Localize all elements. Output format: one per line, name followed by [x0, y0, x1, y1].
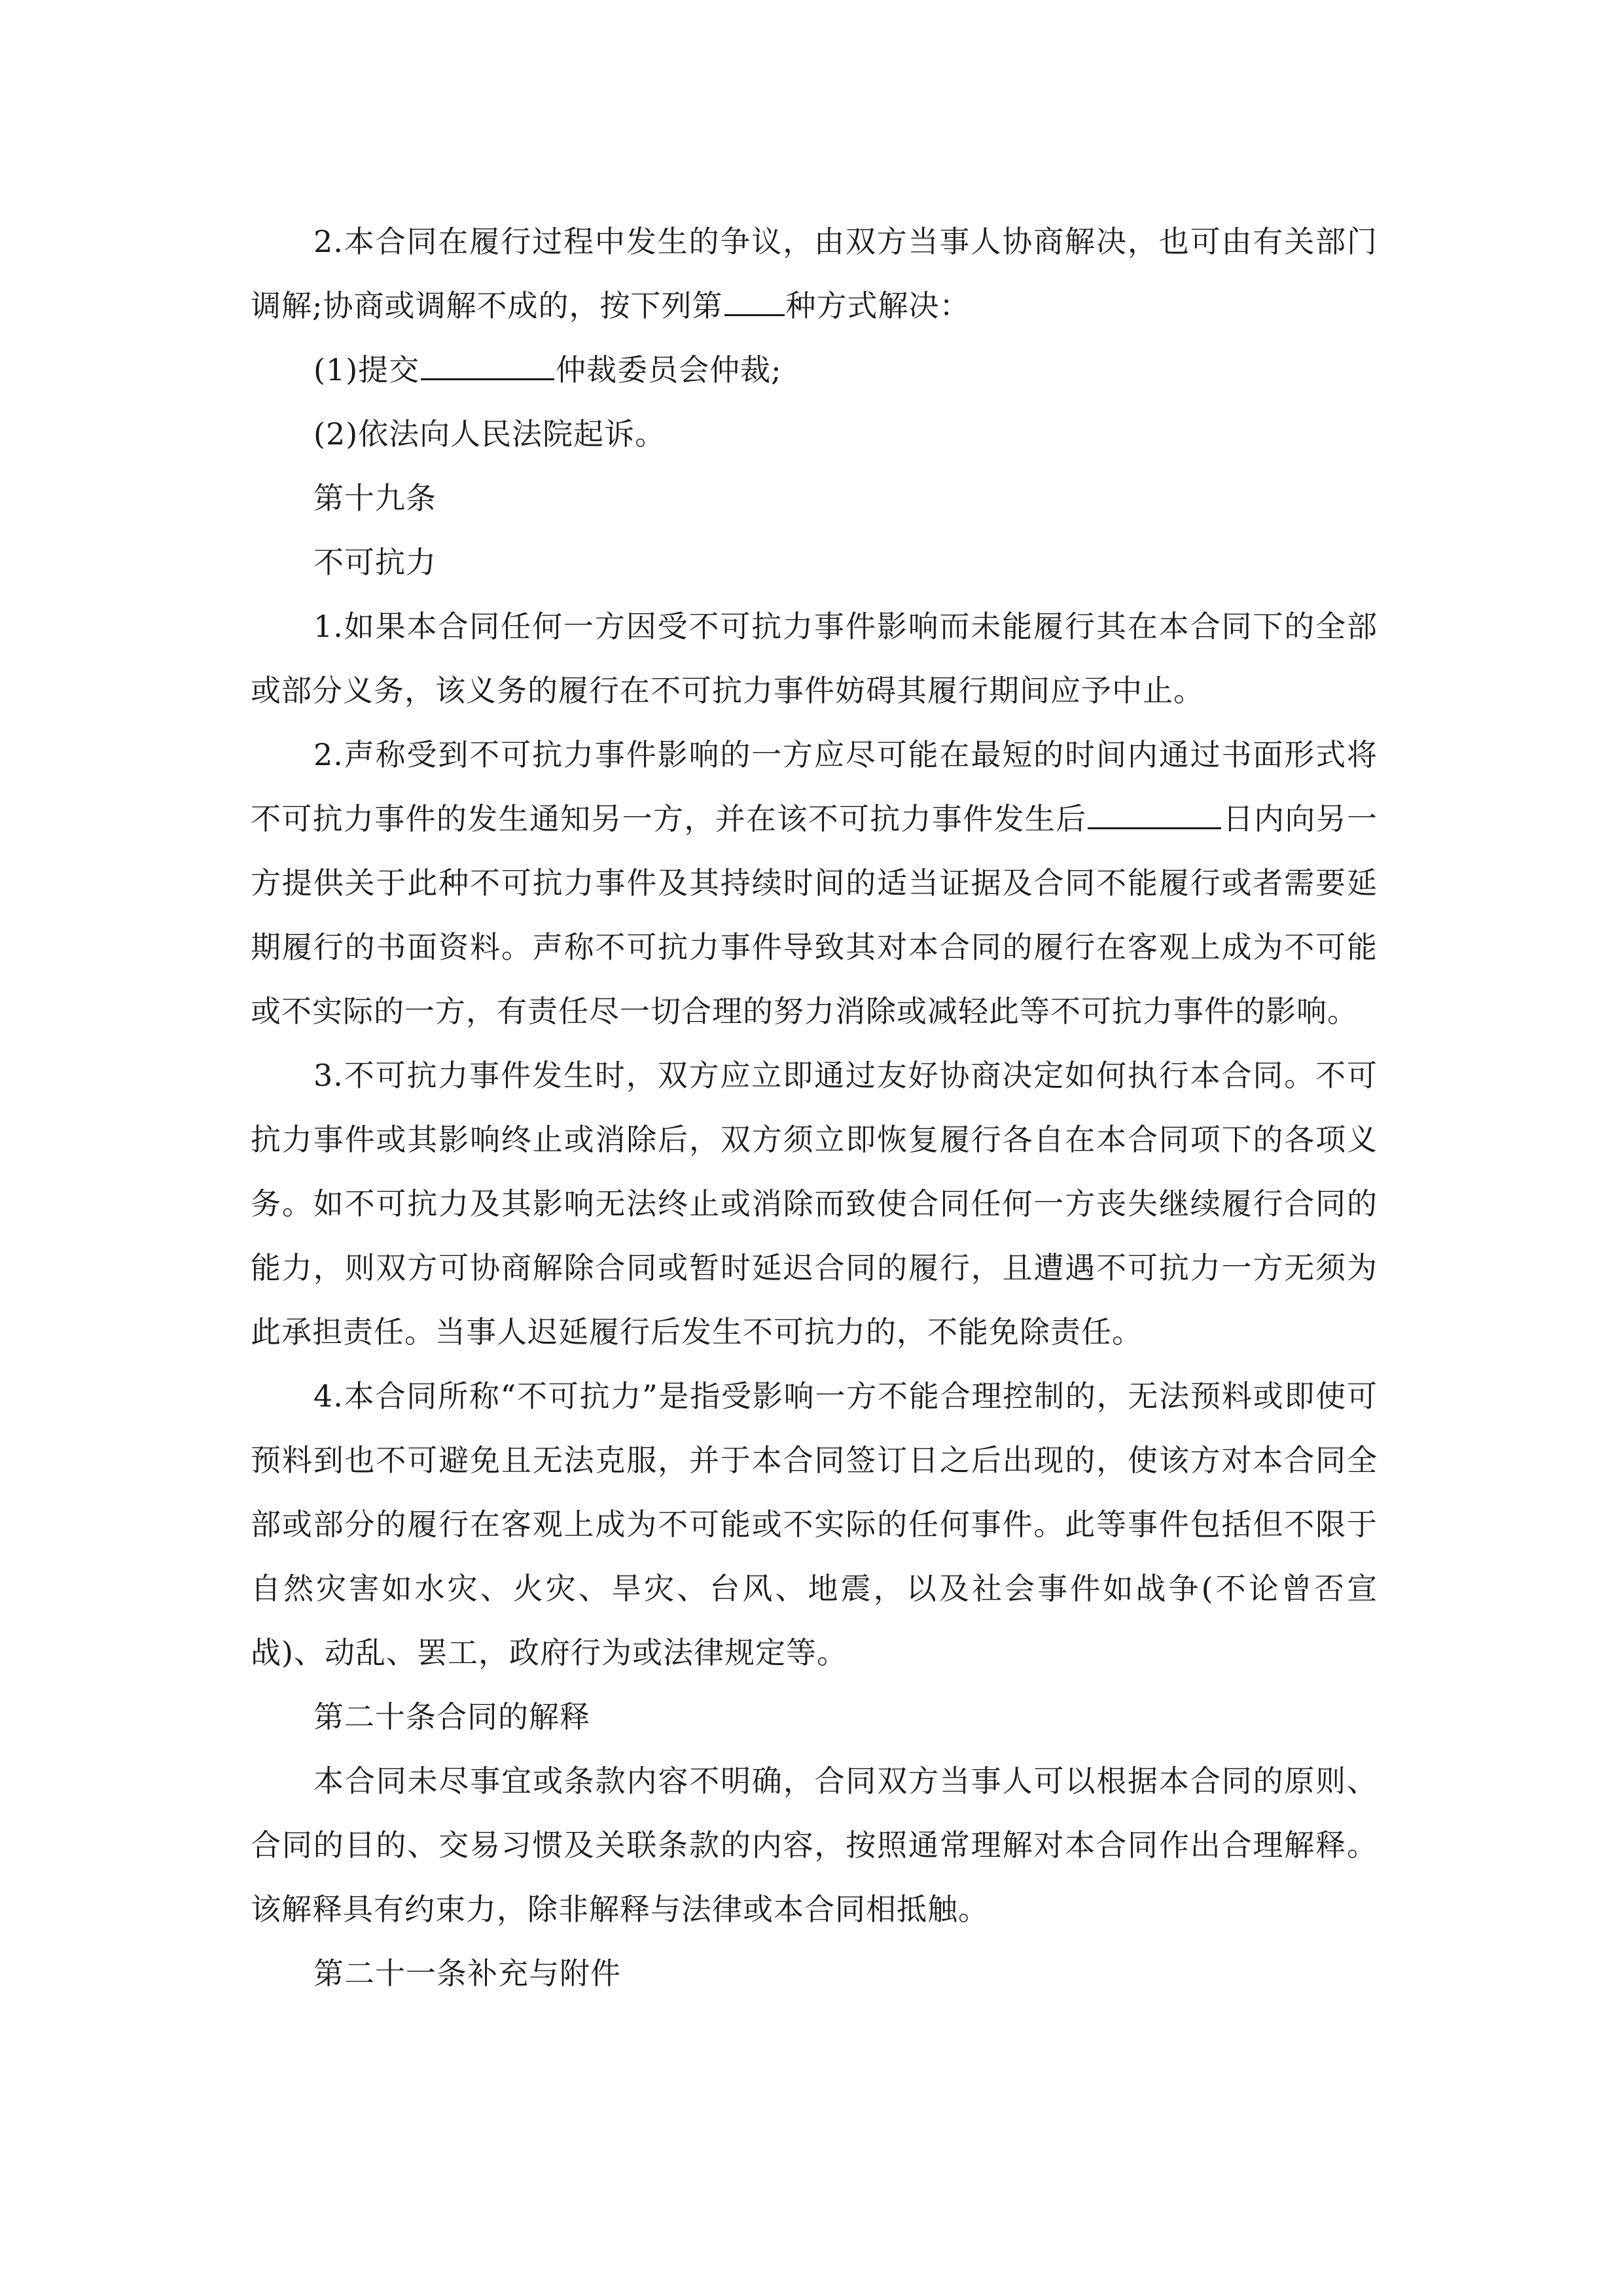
article-heading-20: [251, 1685, 1378, 1749]
heading-text: 第十九条: [313, 480, 437, 516]
paragraph-interpretation: [251, 1749, 1378, 1941]
paragraph-text: 3.不可抗力事件发生时，双方应立即通过友好协商决定如何执行本合同。不可抗力事件或其影响终止或消除后，双方须立即恢复履行各自在本合同项下的各项义务。如不可抗力及其影响无法终止或消除而致使合同任何一方丧失继续履行合同的能力，则双方可协商解除合同或暂时延迟合同的履行，且遭遇不可抗力一方无须为此承担责任。当事人迟延履行后发生不可抗力的，不能免除责任。: [251, 1058, 1378, 1350]
paragraph-text: 仲裁委员会仲裁;: [556, 352, 782, 387]
article-heading-19: [251, 466, 1378, 530]
paragraph-text: 4.本合同所称“不可抗力”是指受影响一方不能合理控制的，无法预料或即使可预料到也不可避免且无法克服，并于本合同签订日之后出现的，使该方对本合同全部或部分的履行在客观上成为不可能或不实际的任何事件。此等事件包括但不限于自然灾害如水灾、火灾、旱灾、台风、地震，以及社会事件如战争(不论曾否宣战)、动乱、罢工，政府行为或法律规定等。: [251, 1378, 1378, 1670]
fill-blank: [1088, 801, 1221, 829]
paragraph-force-majeure-4: [251, 1364, 1378, 1685]
paragraph-dispute-resolution: [251, 209, 1378, 338]
paragraph-litigation-option: [251, 402, 1378, 466]
heading-text: 第二十一条补充与附件: [313, 1956, 621, 1991]
paragraph-force-majeure-1: [251, 594, 1378, 723]
paragraph-force-majeure-3: [251, 1043, 1378, 1364]
paragraph-text: 本合同未尽事宜或条款内容不明确，合同双方当事人可以根据本合同的原则、合同的目的、交易习惯及关联条款的内容，按照通常理解对本合同作出合理解释。该解释具有约束力，除非解释与法律或本合同相抵触。: [251, 1763, 1378, 1927]
fill-blank: [421, 352, 554, 380]
paragraph-text: 日内向另一方提供关于此种不可抗力事件及其持续时间的适当证据及合同不能履行或者需要延期履行的书面资料。声称不可抗力事件导致其对本合同的履行在客观上成为不可能或不实际的一方，有责任尽一切合理的努力消除或减轻此等不可抗力事件的影响。: [251, 801, 1378, 1029]
paragraph-text: 种方式解决：: [785, 288, 971, 323]
fill-blank: [724, 288, 785, 316]
paragraph-force-majeure-2: [251, 723, 1378, 1043]
paragraph-text: (1)提交: [313, 352, 420, 387]
article-title-force-majeure: [251, 530, 1378, 594]
heading-text: 第二十条合同的解释: [313, 1699, 590, 1734]
paragraph-arbitration-option: [251, 338, 1378, 402]
article-heading-21: [251, 1941, 1378, 2005]
paragraph-text: 2.本合同在履行过程中发生的争议，由双方当事人协商解决，也可由有关部门调解;协商或调解不成的，按下列第: [251, 224, 1378, 323]
heading-text: 不可抗力: [313, 545, 437, 580]
paragraph-text: 2.声称受到不可抗力事件影响的一方应尽可能在最短的时间内通过书面形式将不可抗力事件的发生通知另一方，并在该不可抗力事件发生后: [251, 737, 1378, 836]
document-page: [251, 209, 1378, 2005]
paragraph-text: (2)依法向人民法院起诉。: [313, 416, 666, 452]
paragraph-text: 1.如果本合同任何一方因受不可抗力事件影响而未能履行其在本合同下的全部或部分义务，该义务的履行在不可抗力事件妨碍其履行期间应予中止。: [251, 609, 1378, 708]
